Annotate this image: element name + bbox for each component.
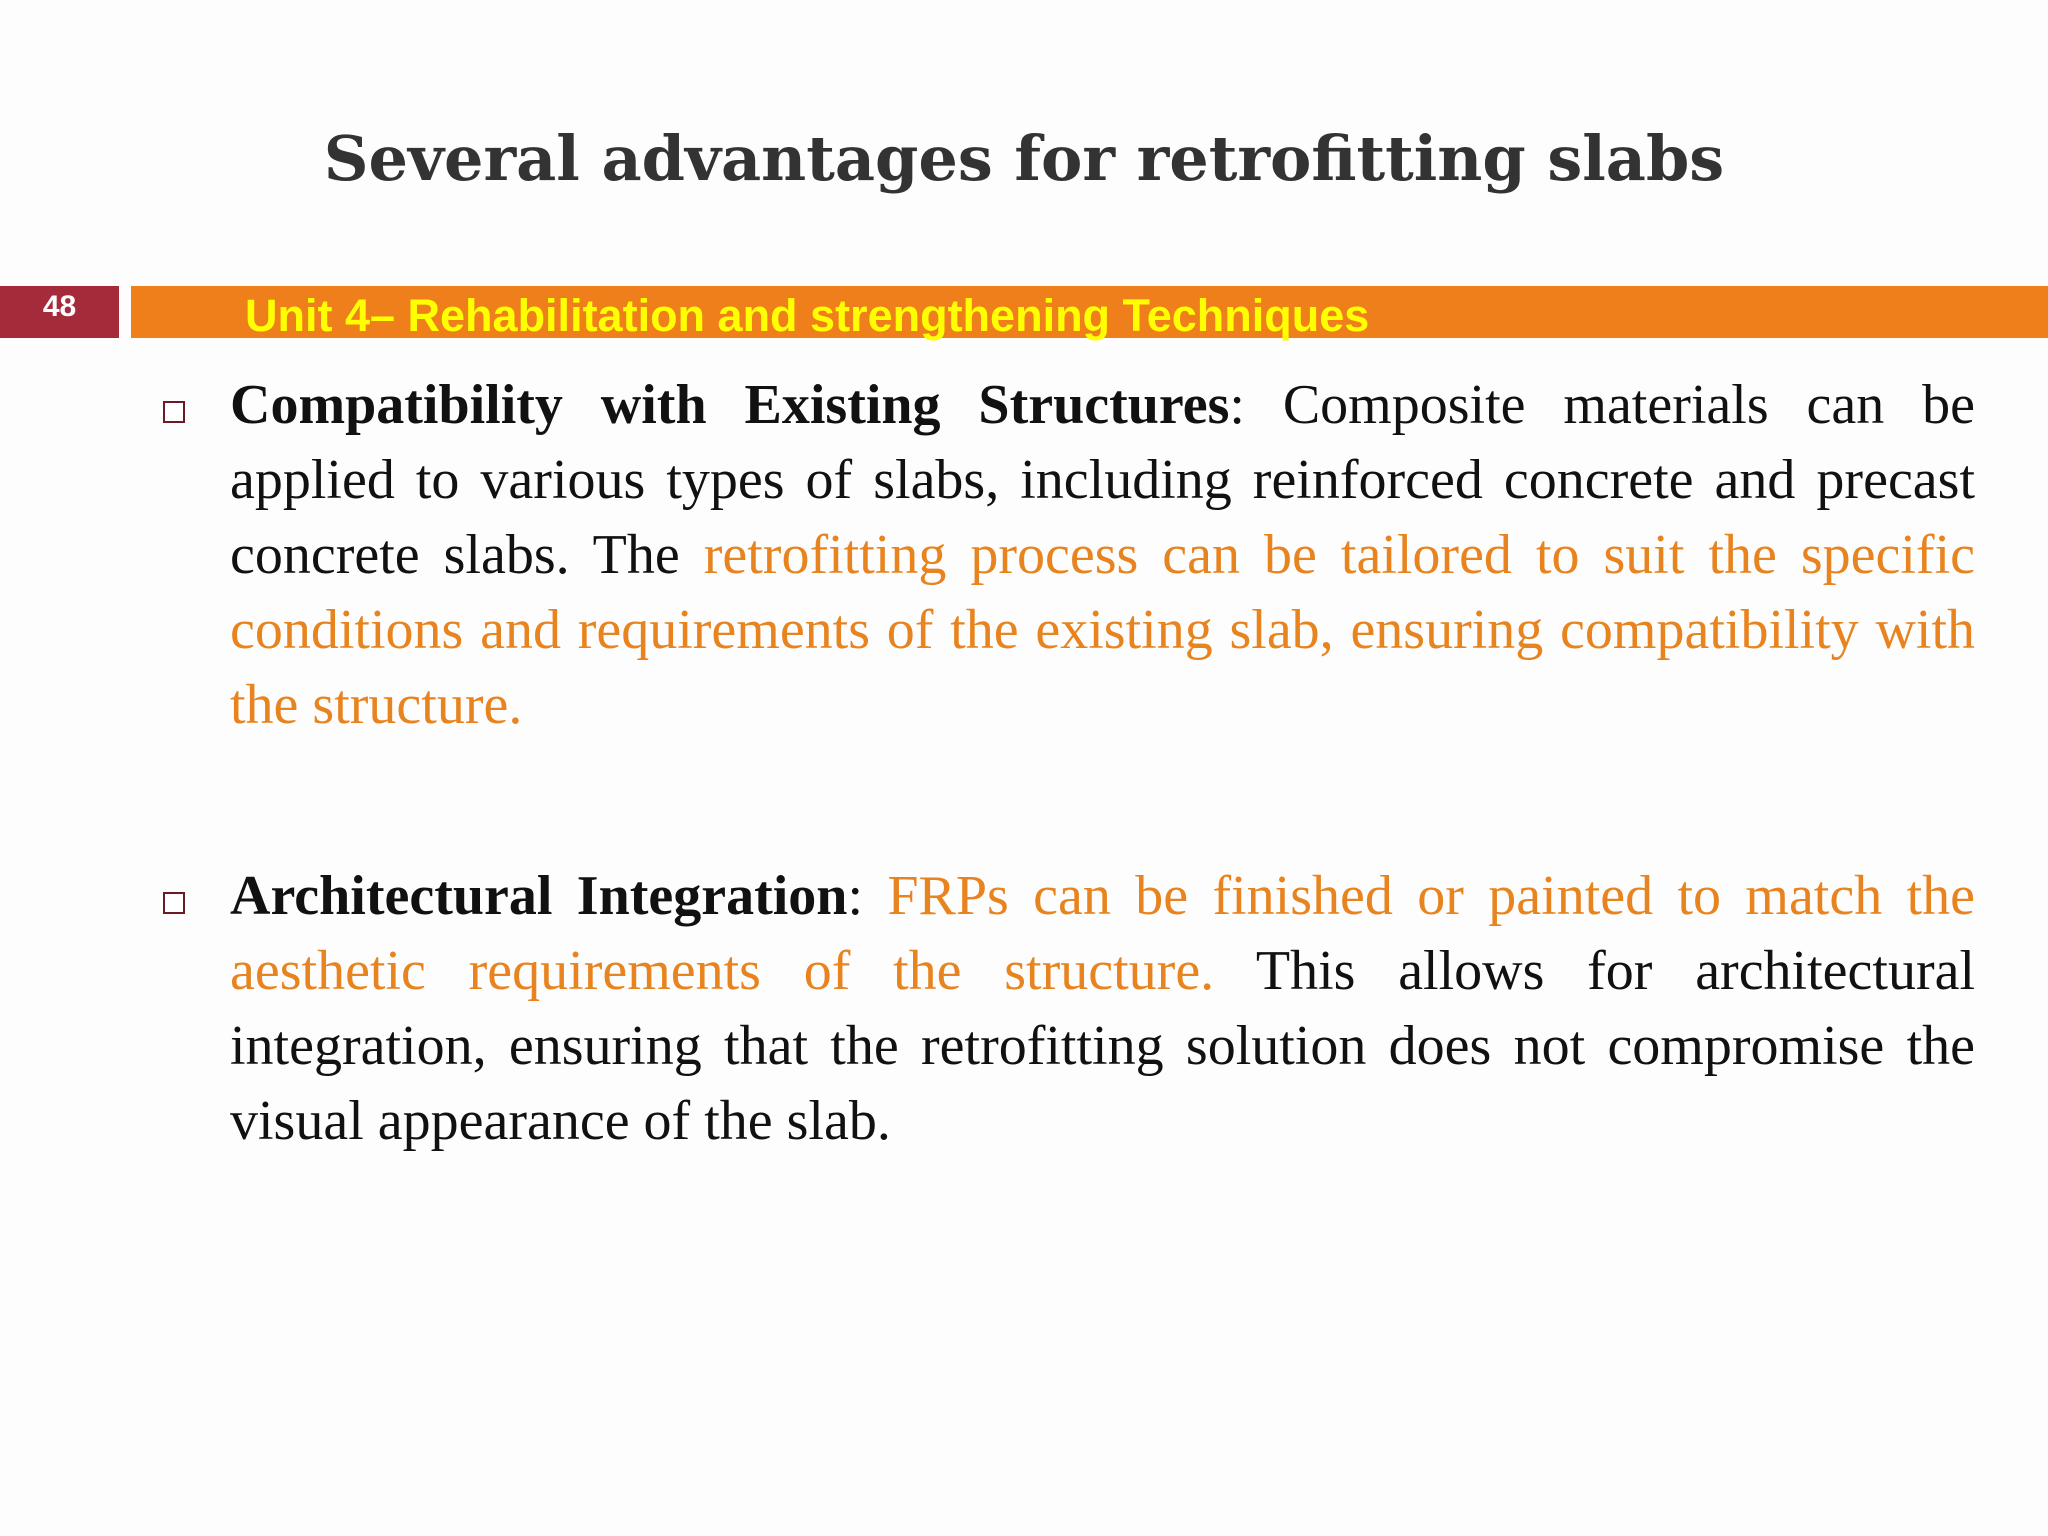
bullet-heading: Compatibility with Existing Structures [230,374,1230,436]
bullet-separator: : [847,865,888,927]
bullet-compatibility [230,368,1975,743]
bullet-heading: Architectural Integration [230,865,848,927]
bullet-highlight-text: retrofitting process can be tailored to suit the specific conditions and requirements of the existing slab, ensuring compatibility with the structure. [230,524,1975,736]
slide-title: Several advantages for retrofitting slabs [323,122,1725,195]
unit-banner-label: Unit 4– Rehabilitation and strengthening Techniques [245,290,1370,341]
bullet-square-icon [163,892,185,914]
bullet-architectural-integration [230,859,1975,1159]
slide-number: 48 [0,286,119,338]
bullet-text: Composite materials can be applied to various types of slabs, including reinforced concrete and precast concrete slabs. The [230,374,1975,586]
bullet-highlight-text: FRPs can be finished or painted to match the aesthetic requirements of the structure. [230,865,1976,1002]
bullet-separator: : [1229,374,1283,436]
bullet-square-icon [163,401,185,423]
bullet-text: This allows for architectural integration, ensuring that the retrofitting solution does not compromise the visual appearance of the slab. [230,940,1975,1152]
